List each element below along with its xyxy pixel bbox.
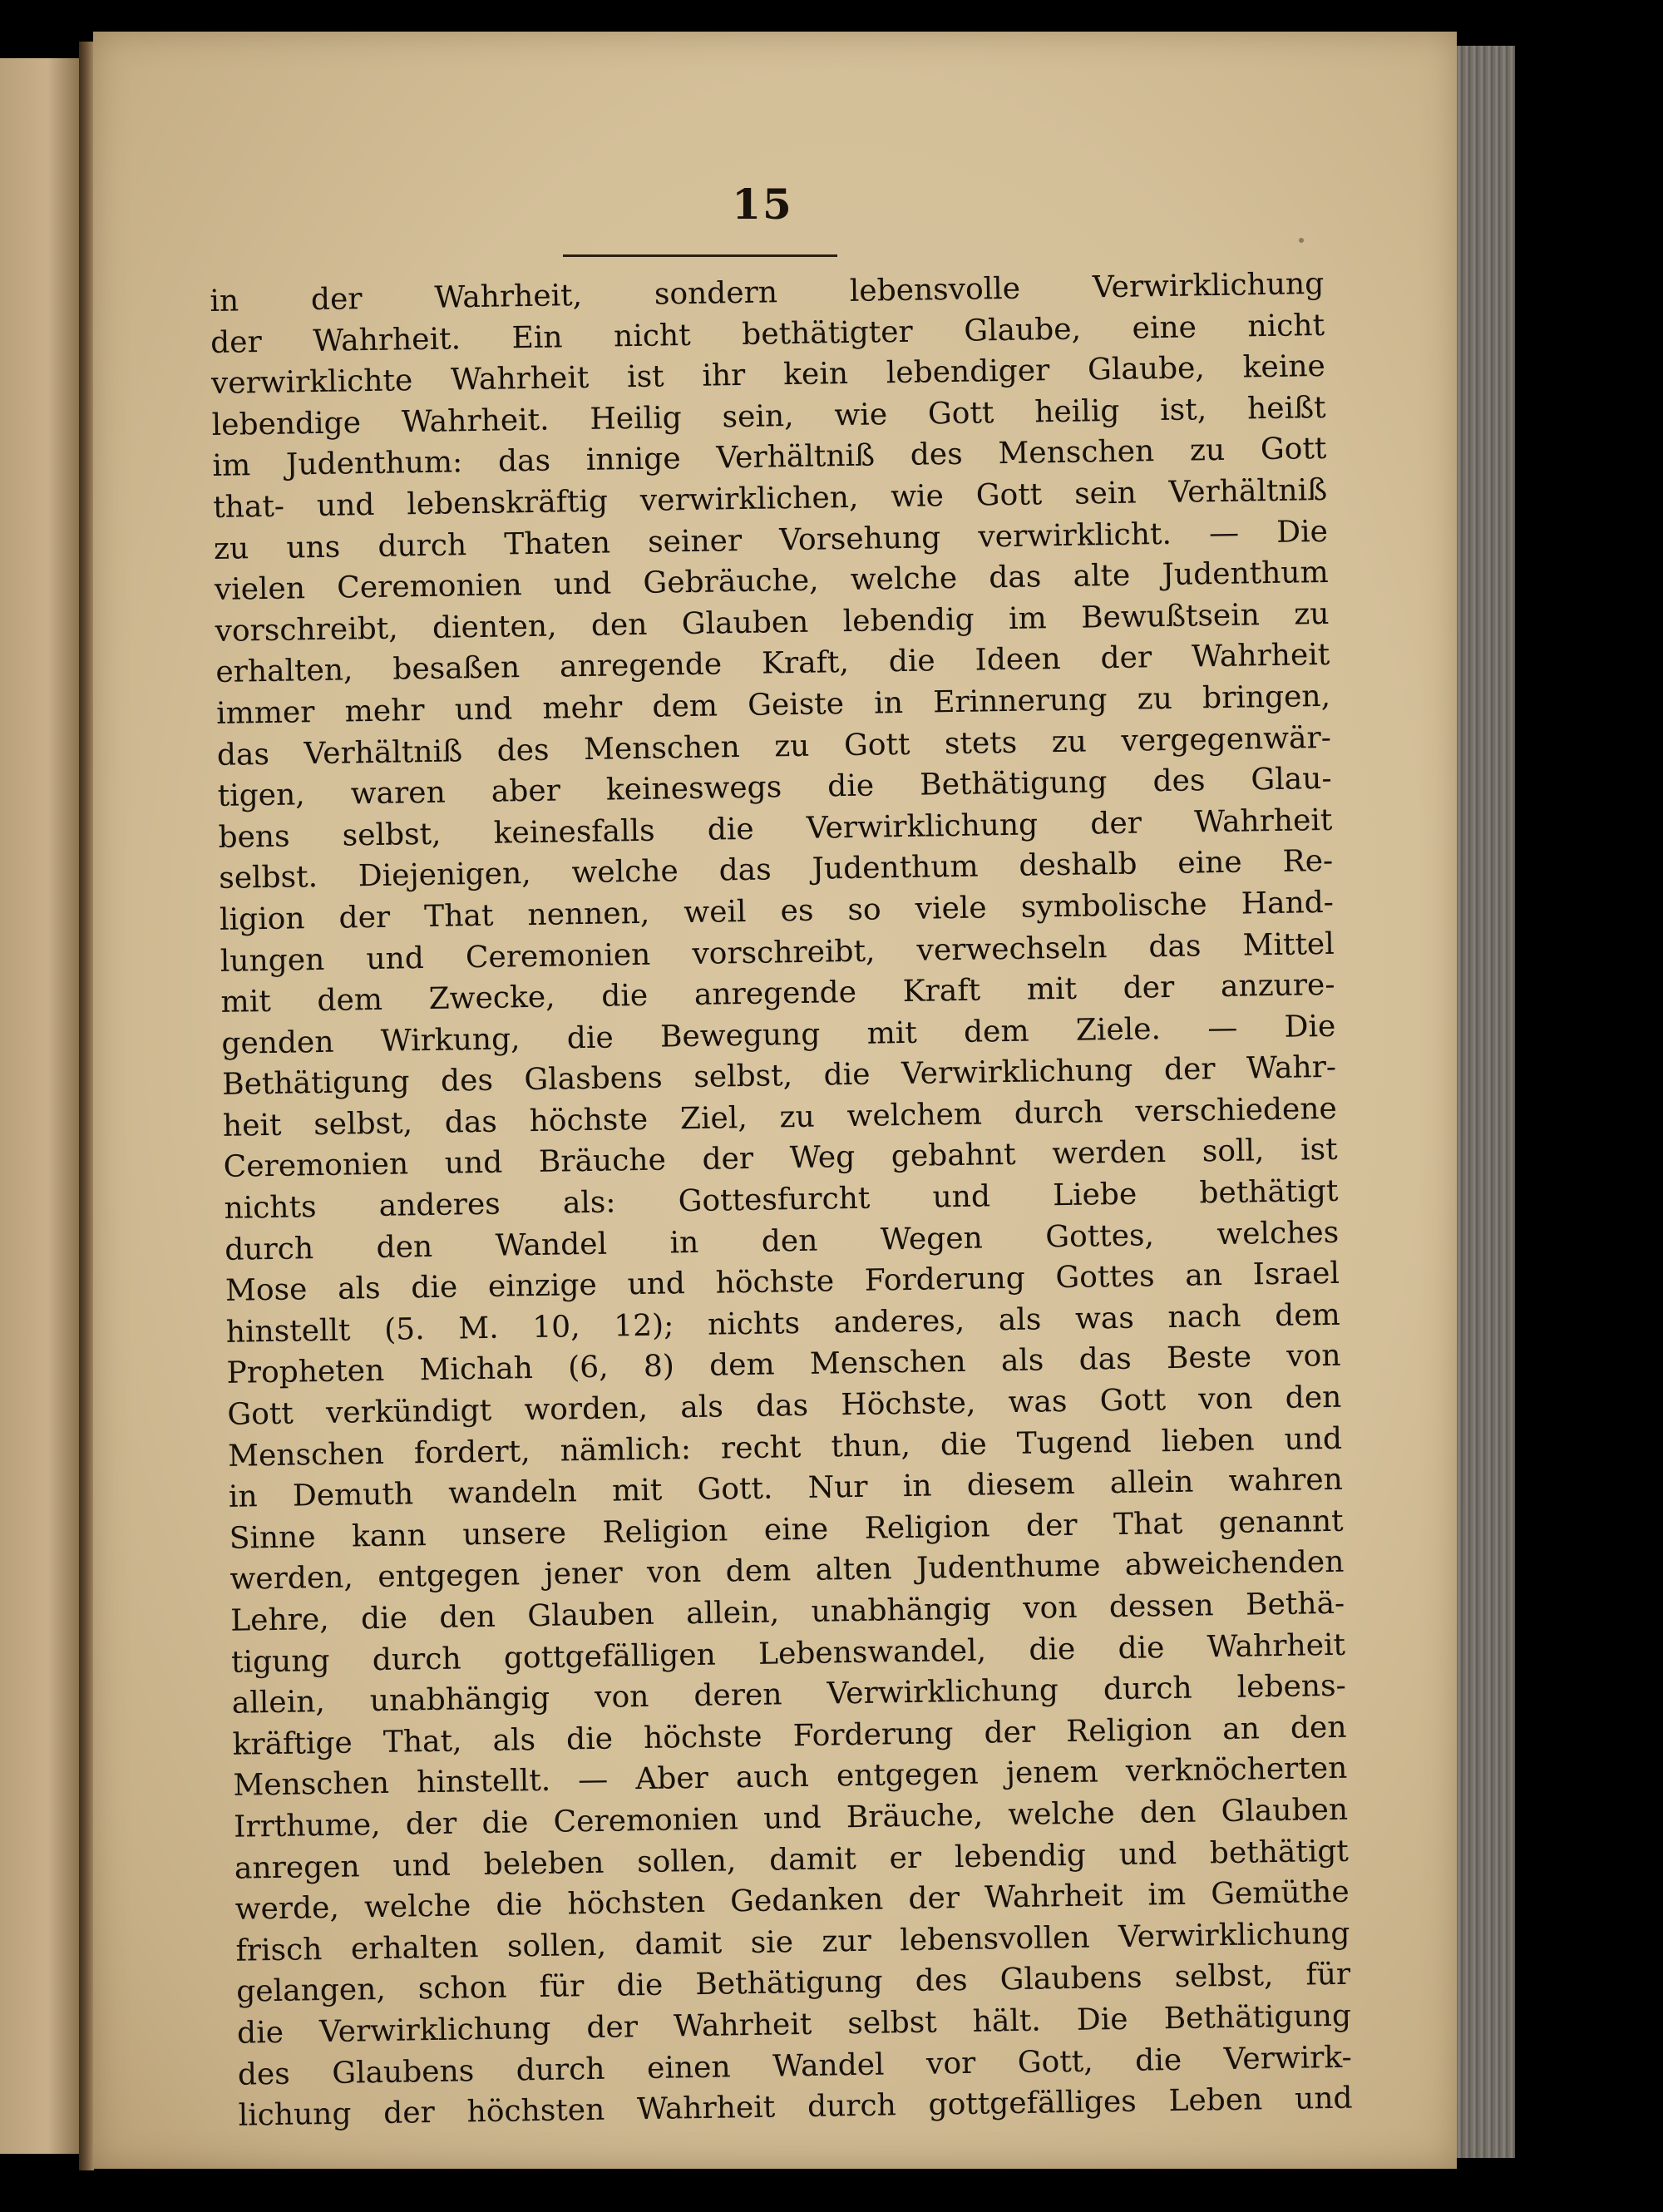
header-rule — [563, 254, 837, 257]
text-line: verwirklichte Wahrheit ist ihr kein lebendiger Glaube, keine — [210, 349, 1326, 402]
text-line: Bethätigung des Glasbens selbst, die Verwirklichung der Wahr- — [221, 1050, 1337, 1103]
text-line: Irrthume, der die Ceremonien und Bräuche, welche den Glauben — [233, 1792, 1349, 1844]
text-line: Propheten Michah (6, 8) dem Menschen als das Beste von — [226, 1339, 1341, 1391]
previous-page-edge — [0, 58, 79, 2154]
text-line: erhalten, besaßen anregende Kraft, die Ideen der Wahrheit — [215, 638, 1330, 690]
paper-spot — [1299, 238, 1304, 243]
text-line: im Judenthum: das innige Verhältniß des Menschen zu Gott — [212, 432, 1327, 484]
text-line: tigung durch gottgefälligen Lebenswandel, die die Wahrheit — [230, 1627, 1346, 1680]
text-line: mit dem Zwecke, die anregende Kraft mit der anzure- — [220, 967, 1335, 1020]
text-line: frisch erhalten sollen, damit sie zur lebensvollen Verwirklichung — [235, 1916, 1350, 1968]
text-line: ligion der That nennen, weil es so viele symbolische Hand- — [219, 885, 1335, 937]
text-line: immer mehr und mehr dem Geiste in Erinnerung zu bringen, — [215, 679, 1331, 731]
text-line: durch den Wandel in den Wegen Gottes, welches — [224, 1215, 1340, 1267]
text-line: vorschreibt, dienten, den Glauben lebendig im Bewußtsein zu — [215, 596, 1330, 649]
text-line: Mose als die einzige und höchste Forderung Gottes an Israel — [225, 1257, 1340, 1309]
text-line: that- und lebenskräftig verwirklichen, wie Gott sein Verhältniß — [212, 472, 1328, 525]
text-line: des Glaubens durch einen Wandel vor Gott, die Verwirk- — [237, 2040, 1353, 2092]
text-line: Menschen hinstellt. — Aber auch entgegen jenem verknöcherten — [233, 1751, 1348, 1804]
text-line: nichts anderes als: Gottesfurcht und Liebe bethätigt — [224, 1173, 1339, 1226]
text-line: lichung der höchsten Wahrheit durch gottgefälliges Leben und — [238, 2081, 1353, 2133]
text-line: Lehre, die den Glauben allein, unabhängig von dessen Bethä- — [229, 1586, 1345, 1638]
text-line: der Wahrheit. Ein nicht bethätigter Glaube, eine nicht — [210, 308, 1325, 360]
text-line: gelangen, schon für die Bethätigung des Glaubens selbst, für — [236, 1958, 1351, 2010]
text-line: Menschen fordert, nämlich: recht thun, die Tugend lieben und — [227, 1421, 1343, 1474]
scan-background — [1515, 33, 1663, 2212]
page-number: 15 — [732, 180, 793, 229]
text-line: Gott verkündigt worden, als das Höchste, was Gott von den — [227, 1380, 1342, 1432]
body-text — [210, 264, 1353, 2136]
book-gutter — [79, 42, 94, 2170]
book-page — [93, 32, 1457, 2169]
text-line: Sinne kann unsere Religion eine Religion der That genannt — [229, 1503, 1344, 1556]
text-line: Ceremonien und Bräuche der Weg gebahnt werden soll, ist — [223, 1133, 1338, 1185]
text-line: die Verwirklichung der Wahrheit selbst hält. Die Bethätigung — [236, 1998, 1352, 2051]
text-line: anregen und beleben sollen, damit er lebendig und bethätigt — [234, 1834, 1350, 1886]
text-line: in der Wahrheit, sondern lebensvolle Verwirklichung — [210, 266, 1325, 318]
text-line: bens selbst, keinesfalls die Verwirklichung der Wahrheit — [218, 802, 1333, 855]
text-line: lungen und Ceremonien vorschreibt, verwechseln das Mittel — [220, 926, 1335, 979]
text-line: genden Wirkung, die Bewegung mit dem Ziele. — Die — [221, 1009, 1336, 1061]
text-line: lebendige Wahrheit. Heilig sein, wie Gott heilig ist, heißt — [211, 390, 1326, 442]
text-line: kräftige That, als die höchste Forderung der Religion an den — [232, 1710, 1347, 1762]
text-line: werde, welche die höchsten Gedanken der Wahrheit im Gemüthe — [234, 1874, 1350, 1927]
text-line: zu uns durch Thaten seiner Vorsehung verwirklicht. — Die — [213, 514, 1329, 566]
page-fore-edge — [1457, 46, 1515, 2158]
text-line: vielen Ceremonien und Gebräuche, welche das alte Judenthum — [214, 555, 1329, 608]
text-line: das Verhältniß des Menschen zu Gott stets zu vergegenwär- — [216, 720, 1332, 773]
text-line: heit selbst, das höchste Ziel, zu welchem durch verschiedene — [222, 1091, 1338, 1143]
text-line: in Demuth wandeln mit Gott. Nur in diesem allein wahren — [228, 1462, 1344, 1515]
text-line: selbst. Diejenigen, welche das Judenthum deshalb eine Re- — [218, 844, 1334, 896]
text-line: werden, entgegen jener von dem alten Judenthume abweichenden — [229, 1545, 1345, 1597]
text-line: hinstellt (5. M. 10, 12); nichts anderes, als was nach dem — [225, 1297, 1341, 1350]
text-line: tigen, waren aber keineswegs die Bethätigung des Glau- — [217, 762, 1332, 814]
text-line: allein, unabhängig von deren Verwirklichung durch lebens- — [231, 1668, 1347, 1721]
